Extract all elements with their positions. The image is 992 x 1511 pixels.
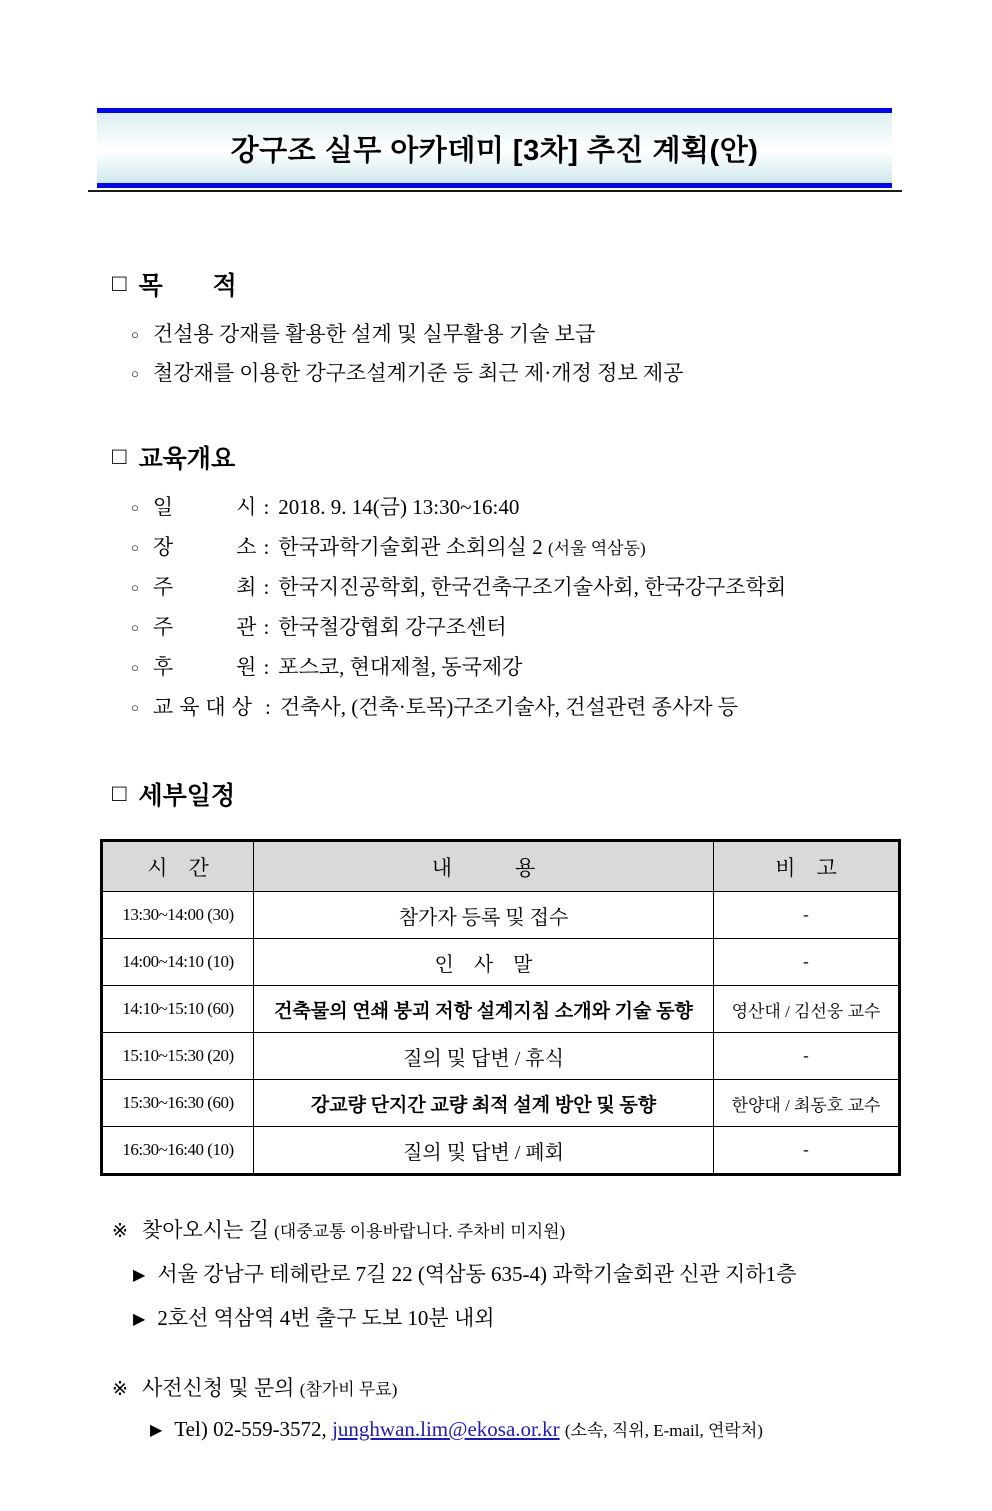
overview-label: 교육대상 xyxy=(152,695,259,719)
header-rule xyxy=(88,190,902,192)
overview-label: 주 최 xyxy=(152,575,257,599)
square-bullet-icon: □ xyxy=(112,270,127,297)
time-cell: 15:10~15:30 (20) xyxy=(102,1033,254,1080)
arrow-bullet-icon: ▶ xyxy=(133,1311,146,1328)
column-header-time: 시 간 xyxy=(102,841,254,892)
circle-bullet-icon: ○ xyxy=(131,580,139,595)
circle-bullet-icon: ○ xyxy=(131,327,139,342)
colon-separator: : xyxy=(263,495,270,519)
document-page xyxy=(0,108,992,1511)
overview-item xyxy=(131,608,992,648)
overview-item xyxy=(131,688,992,728)
section-title: 세부일정 xyxy=(138,782,236,810)
colon-separator: : xyxy=(263,535,270,559)
section-heading-schedule xyxy=(112,776,992,812)
time-cell: 13:30~14:00 (30) xyxy=(102,892,254,939)
purpose-item xyxy=(131,315,992,354)
time-cell: 14:00~14:10 (10) xyxy=(102,939,254,986)
content-cell: 질의 및 답변 / 휴식 xyxy=(254,1033,714,1080)
colon-separator: : xyxy=(263,655,270,679)
content-cell: 참가자 등록 및 접수 xyxy=(254,892,714,939)
section-title: 교육개요 xyxy=(138,445,236,473)
table-row xyxy=(102,1080,900,1127)
title-banner xyxy=(97,108,892,188)
table-row xyxy=(102,892,900,939)
note-cell: - xyxy=(714,892,900,939)
overview-item xyxy=(131,648,992,688)
colon-separator: : xyxy=(263,615,270,639)
column-header-content: 내 용 xyxy=(254,841,714,892)
overview-item xyxy=(131,568,992,608)
contact-heading: 사전신청 및 문의 xyxy=(141,1376,295,1400)
circle-bullet-icon: ○ xyxy=(131,500,139,515)
overview-value-note: (서울 역삼동) xyxy=(547,539,646,558)
email-link[interactable]: junghwan.lim@ekosa.or.kr xyxy=(332,1417,560,1441)
section-title: 목 적 xyxy=(138,272,237,300)
overview-label: 후 원 xyxy=(152,655,257,679)
overview-label: 장 소 xyxy=(152,535,257,559)
contact-tel-line xyxy=(150,1416,992,1442)
telephone-number: Tel) 02-559-3572, xyxy=(174,1417,327,1441)
circle-bullet-icon: ○ xyxy=(131,620,139,635)
note-cell: - xyxy=(714,939,900,986)
colon-separator: : xyxy=(265,695,271,719)
section-heading-purpose xyxy=(112,266,992,302)
table-row xyxy=(102,1033,900,1080)
table-row xyxy=(102,986,900,1033)
overview-item xyxy=(131,488,992,528)
arrow-bullet-icon: ▶ xyxy=(150,1422,163,1439)
content-cell: 강교량 단지간 교량 최적 설계 방안 및 동향 xyxy=(254,1080,714,1127)
section-heading-overview xyxy=(112,439,992,475)
time-cell: 14:10~15:10 (60) xyxy=(102,986,254,1033)
arrow-bullet-icon: ▶ xyxy=(133,1267,146,1284)
note-cell: 한양대 / 최동호 교수 xyxy=(714,1080,900,1127)
schedule-table xyxy=(100,839,901,1176)
overview-value: 한국과학기술회관 소회의실 2 xyxy=(278,535,543,559)
circle-bullet-icon: ○ xyxy=(131,366,139,381)
directions-heading: 찾아오시는 길 xyxy=(141,1218,269,1242)
contact-suffix: (소속, 직위, E-mail, 연락처) xyxy=(564,1421,763,1440)
square-bullet-icon: □ xyxy=(112,443,127,470)
directions-note: (대중교통 이용바랍니다. 주차비 미지원) xyxy=(274,1222,566,1241)
purpose-item-text: 철강재를 이용한 강구조설계기준 등 최근 제·개정 정보 제공 xyxy=(152,361,684,385)
overview-label: 일 시 xyxy=(152,495,257,519)
directions-item-text: 2호선 역삼역 4번 출구 도보 10분 내외 xyxy=(157,1306,495,1330)
content-cell: 질의 및 답변 / 폐회 xyxy=(254,1127,714,1175)
directions-item-text: 서울 강남구 테헤란로 7길 22 (역삼동 635-4) 과학기술회관 신관 지하1층 xyxy=(157,1262,797,1286)
reference-mark-icon: ※ xyxy=(112,1221,128,1242)
square-bullet-icon: □ xyxy=(112,780,127,807)
overview-value: 한국지진공학회, 한국건축구조기술사회, 한국강구조학회 xyxy=(278,575,787,599)
overview-value: 한국철강협회 강구조센터 xyxy=(278,615,507,639)
directions-item xyxy=(133,1258,992,1288)
overview-value: 건축사, (건축·토목)구조기술사, 건설관련 종사자 등 xyxy=(279,695,739,719)
note-cell: - xyxy=(714,1033,900,1080)
column-header-note: 비 고 xyxy=(714,841,900,892)
content-cell: 인 사 말 xyxy=(254,939,714,986)
content-cell: 건축물의 연쇄 붕괴 저항 설계지침 소개와 기술 동향 xyxy=(254,986,714,1033)
time-cell: 15:30~16:30 (60) xyxy=(102,1080,254,1127)
table-row xyxy=(102,939,900,986)
purpose-item xyxy=(131,354,992,393)
contact-heading-line xyxy=(112,1372,992,1402)
time-cell: 16:30~16:40 (10) xyxy=(102,1127,254,1175)
circle-bullet-icon: ○ xyxy=(131,540,139,555)
circle-bullet-icon: ○ xyxy=(131,660,139,675)
directions-heading-line xyxy=(112,1214,992,1244)
table-row xyxy=(102,1127,900,1175)
circle-bullet-icon: ○ xyxy=(131,700,139,715)
reference-mark-icon: ※ xyxy=(112,1379,128,1400)
purpose-list xyxy=(131,315,992,393)
overview-value: 포스코, 현대제철, 동국제강 xyxy=(278,655,523,679)
note-cell: - xyxy=(714,1127,900,1175)
overview-item xyxy=(131,528,992,568)
contact-note: (참가비 무료) xyxy=(299,1380,398,1399)
overview-list xyxy=(131,488,992,728)
purpose-item-text: 건설용 강재를 활용한 설계 및 실무활용 기술 보급 xyxy=(152,322,596,346)
table-header-row xyxy=(102,841,900,892)
note-cell: 영산대 / 김선웅 교수 xyxy=(714,986,900,1033)
overview-value: 2018. 9. 14(금) 13:30~16:40 xyxy=(278,495,520,519)
directions-item xyxy=(133,1302,992,1332)
colon-separator: : xyxy=(263,575,270,599)
overview-label: 주 관 xyxy=(152,615,257,639)
page-title: 강구조 실무 아카데미 [3차] 추진 계획(안) xyxy=(230,134,759,167)
